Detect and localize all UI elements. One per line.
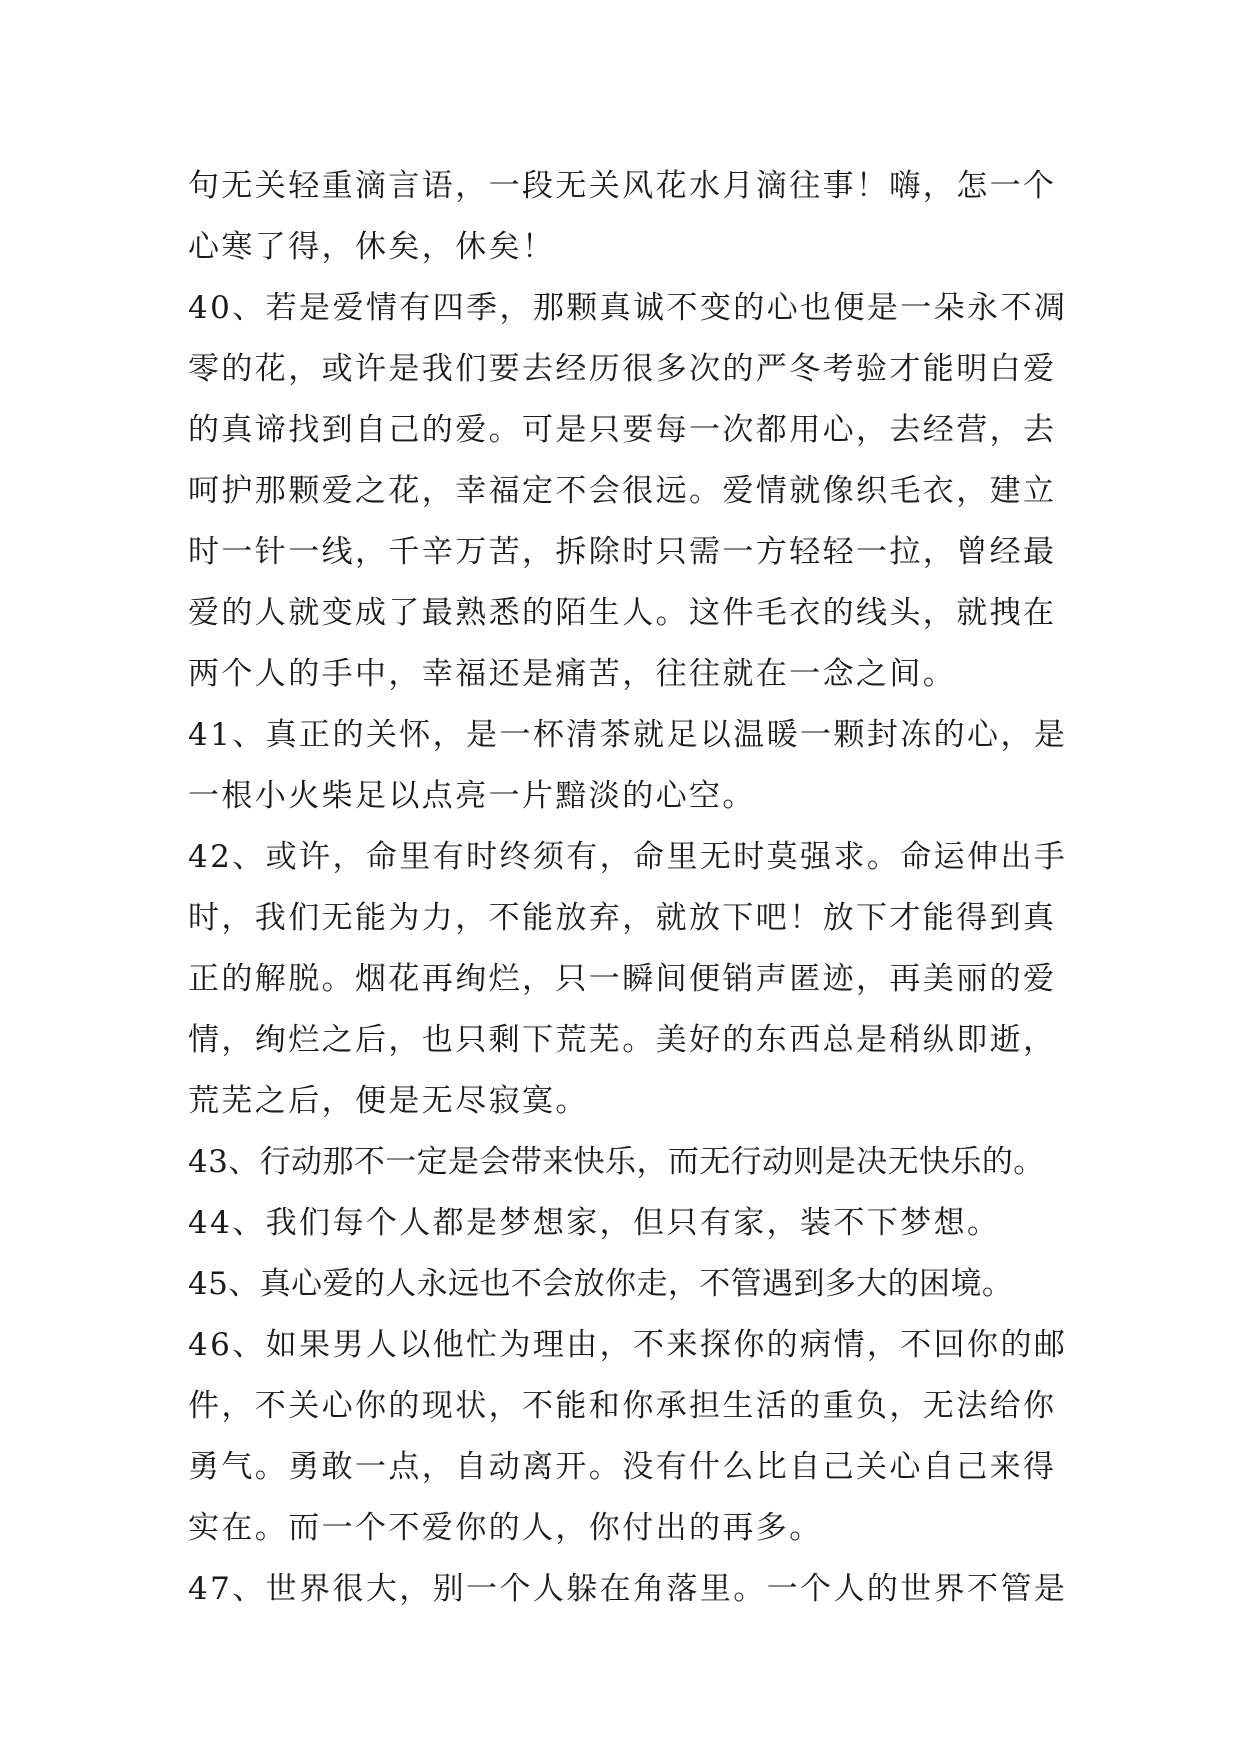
text-line: 42、或许，命里有时终须有，命里无时莫强求。命运伸出手	[188, 839, 1068, 875]
text-line: 句无关轻重滴言语，一段无关风花水月滴往事！嗨，怎一个	[188, 168, 1057, 204]
text-line: 43、行动那不一定是会带来快乐，而无行动则是决无快乐的。	[188, 1144, 1045, 1180]
text-line: 件，不关心你的现状，不能和你承担生活的重负，无法给你	[188, 1388, 1057, 1424]
text-line: 零的花，或许是我们要去经历很多次的严冬考验才能明白爱	[188, 351, 1057, 387]
text-line: 两个人的手中，幸福还是痛苦，往往就在一念之间。	[188, 656, 957, 692]
text-line: 荒芜之后，便是无尽寂寞。	[188, 1083, 589, 1119]
body-text	[188, 156, 1068, 1620]
text-line: 情，绚烂之后，也只剩下荒芜。美好的东西总是稍纵即逝，	[188, 1022, 1057, 1058]
text-line: 心寒了得，休矣，休矣！	[188, 229, 556, 265]
text-line: 呵护那颗爱之花，幸福定不会很远。爱情就像织毛衣，建立	[188, 473, 1057, 509]
text-line: 40、若是爱情有四季，那颗真诚不变的心也便是一朵永不凋	[188, 290, 1068, 326]
text-line: 44、我们每个人都是梦想家，但只有家，装不下梦想。	[188, 1205, 1001, 1241]
text-line: 时，我们无能为力，不能放弃，就放下吧！放下才能得到真	[188, 900, 1057, 936]
text-line: 时一针一线，千辛万苦，拆除时只需一方轻轻一拉，曾经最	[188, 534, 1057, 570]
text-line: 的真谛找到自己的爱。可是只要每一次都用心，去经营，去	[188, 412, 1057, 448]
text-line: 爱的人就变成了最熟悉的陌生人。这件毛衣的线头，就拽在	[188, 595, 1057, 631]
text-line: 46、如果男人以他忙为理由，不来探你的病情，不回你的邮	[188, 1327, 1068, 1363]
text-line: 一根小火柴足以点亮一片黯淡的心空。	[188, 778, 756, 814]
text-line: 41、真正的关怀，是一杯清茶就足以温暖一颗封冻的心，是	[188, 717, 1068, 753]
text-line: 45、真心爱的人永远也不会放你走，不管遇到多大的困境。	[188, 1266, 1014, 1302]
text-line: 勇气。勇敢一点，自动离开。没有什么比自己关心自己来得	[188, 1449, 1057, 1485]
text-line: 正的解脱。烟花再绚烂，只一瞬间便销声匿迹，再美丽的爱	[188, 961, 1057, 997]
text-line: 47、世界很大，别一个人躲在角落里。一个人的世界不管是	[188, 1571, 1068, 1607]
text-line: 实在。而一个不爱你的人，你付出的再多。	[188, 1510, 823, 1546]
